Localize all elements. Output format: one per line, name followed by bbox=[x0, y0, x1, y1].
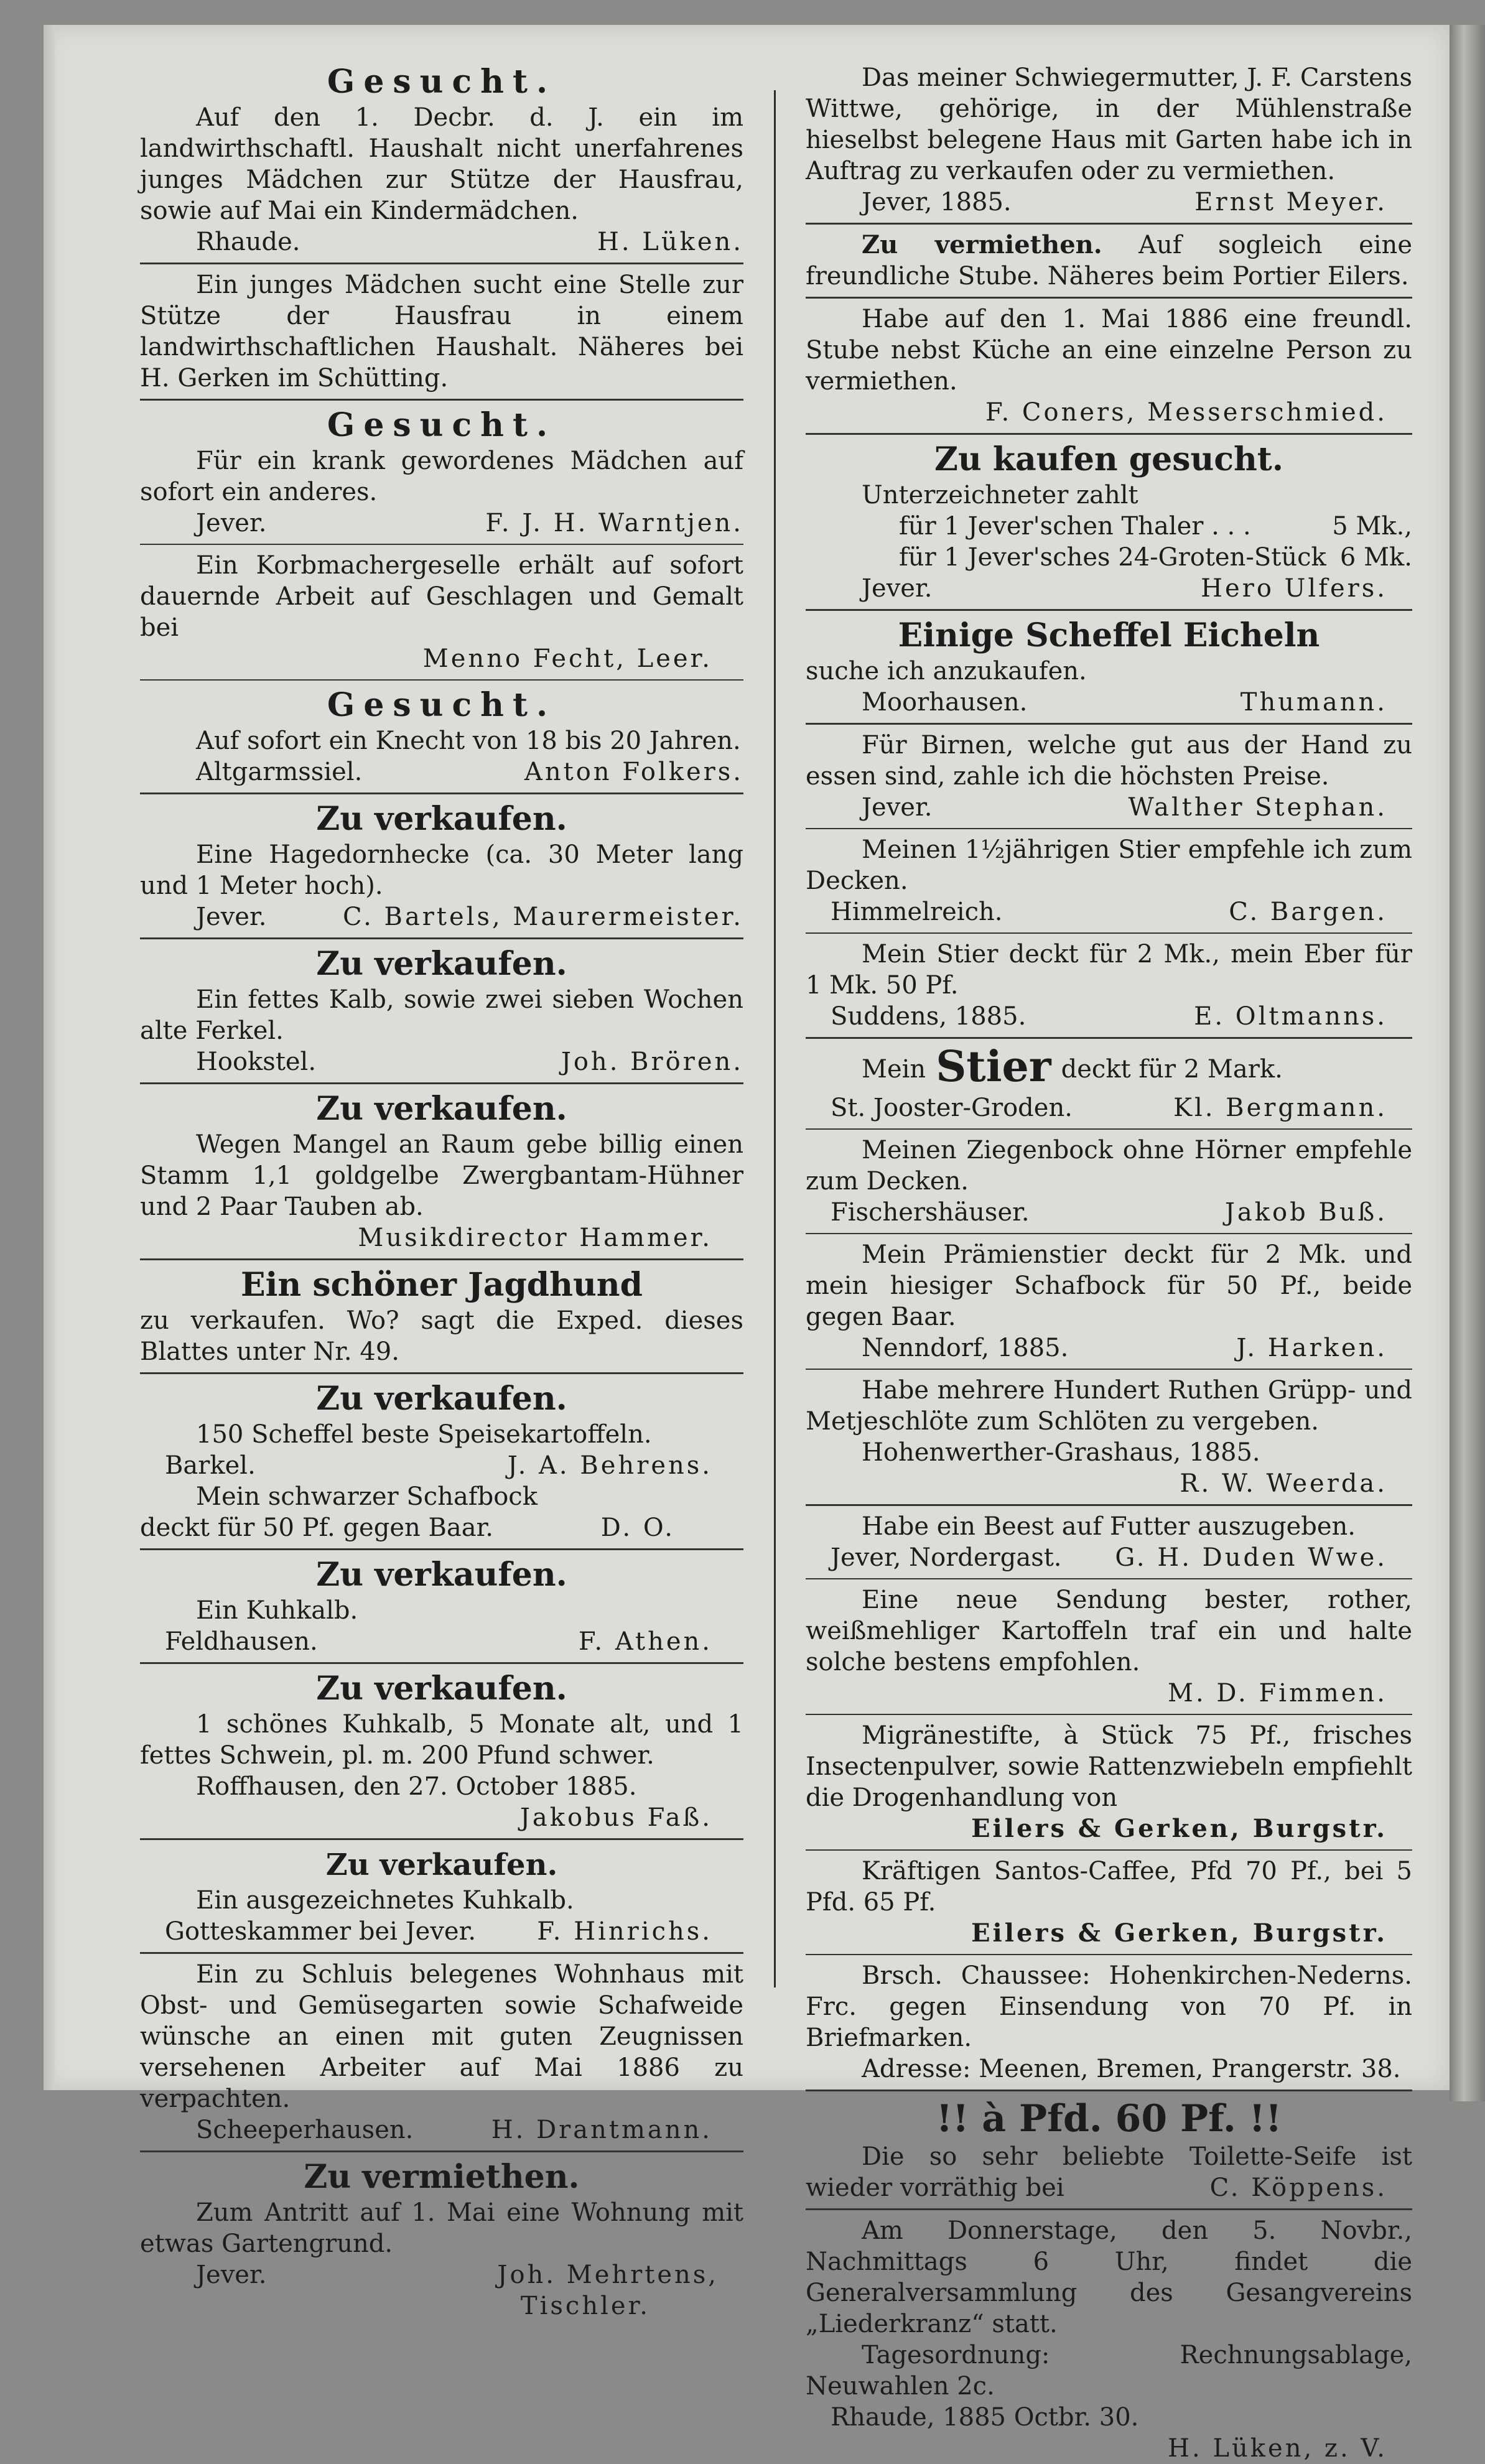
ad-praemienstier bbox=[806, 1239, 1412, 1364]
divider bbox=[140, 263, 743, 264]
ad-text: 150 Scheffel beste Speisekartoffeln. bbox=[196, 1420, 652, 1449]
ad-text: Auf sofort ein Knecht von 18 bis 20 Jahren. bbox=[196, 727, 741, 755]
ad-text: Migränestifte, à Stück 75 Pf., frisches Insectenpulver, sowie Rattenzwiebeln empfiehlt die Drogenhandlung von bbox=[806, 1721, 1412, 1812]
ad-chaussee bbox=[806, 1960, 1412, 2085]
ad-signature: H. Lüken, z. V. bbox=[1168, 2434, 1387, 2463]
divider bbox=[806, 2090, 1412, 2091]
ad-place: Feldhausen. bbox=[165, 1627, 318, 1656]
price-row bbox=[806, 542, 1412, 573]
divider bbox=[140, 544, 743, 545]
divider bbox=[140, 1952, 743, 1954]
ad-place: Rhaude. bbox=[196, 228, 300, 256]
ad-text: Auf sogleich eine freundliche Stube. Näheres beim Portier Eilers. bbox=[806, 231, 1412, 291]
ad-title: Zu verkaufen. bbox=[325, 1848, 558, 1882]
ad-signature: Walther Stephan. bbox=[1128, 793, 1387, 822]
ad-title: Ein schöner Jagdhund bbox=[241, 1266, 643, 1304]
ad-signature: F. Coners, Messerschmied. bbox=[985, 398, 1387, 427]
ad-signature: Ernst Meyer. bbox=[1194, 188, 1387, 216]
ad-signature: J. Harken. bbox=[1236, 1334, 1387, 1362]
ad-text: Ein Kuhkalb. bbox=[196, 1596, 358, 1625]
ad-signature: Eilers & Gerken, Burgstr. bbox=[971, 1814, 1387, 1843]
ad-verkaufen-2 bbox=[140, 944, 743, 1077]
divider bbox=[806, 1233, 1412, 1234]
ad-grueppen bbox=[806, 1375, 1412, 1499]
ad-place: Jever. bbox=[862, 574, 933, 603]
ad-title: Zu kaufen gesucht. bbox=[934, 440, 1283, 478]
ad-signature: M. D. Fimmen. bbox=[1167, 1679, 1387, 1708]
ad-place: Jever. bbox=[196, 903, 267, 931]
divider bbox=[140, 793, 743, 794]
ad-signature: F. Hinrichs. bbox=[537, 1917, 712, 1946]
ad-signature: H. Lüken. bbox=[597, 228, 743, 256]
ad-verkaufen-1 bbox=[140, 799, 743, 932]
ad-signature: Hero Ulfers. bbox=[1201, 574, 1387, 603]
ad-verkaufen-7 bbox=[140, 1845, 743, 1947]
ad-text-post: deckt für 2 Mark. bbox=[1061, 1055, 1283, 1084]
divider bbox=[140, 1258, 743, 1260]
ad-text: Für Birnen, welche gut aus der Hand zu essen sind, zahle ich die höchsten Preise. bbox=[806, 731, 1412, 791]
ad-text: Zum Antritt auf 1. Mai eine Wohnung mit etwas Gartengrund. bbox=[140, 2198, 743, 2258]
ad-gesucht-2 bbox=[140, 406, 743, 539]
ad-text: Habe mehrere Hundert Ruthen Grüpp- und Metjeschlöte zum Schlöten zu vergeben. bbox=[806, 1376, 1412, 1436]
price-label: für 1 Jever'schen Thaler . . . bbox=[899, 512, 1251, 541]
ad-kaufen-gesucht bbox=[806, 440, 1412, 604]
ad-signature: Jakobus Faß. bbox=[519, 1803, 712, 1832]
ad-signature: Musikdirector Hammer. bbox=[358, 1224, 712, 1252]
ad-signature: E. Oltmanns. bbox=[1194, 1002, 1387, 1031]
ad-signature: F. J. H. Warntjen. bbox=[485, 509, 743, 537]
ad-text: Habe auf den 1. Mai 1886 eine freundl. Stube nebst Küche an eine einzelne Person zu vermiethen. bbox=[806, 305, 1412, 396]
divider bbox=[140, 1838, 743, 1840]
ad-jagdhund bbox=[140, 1265, 743, 1367]
ad-schafbock bbox=[140, 1481, 743, 1543]
divider bbox=[806, 297, 1412, 299]
ad-title: Gesucht. bbox=[327, 63, 557, 101]
ad-drogen bbox=[806, 1720, 1412, 1844]
ad-text: Mein Stier deckt für 2 Mk., mein Eber für 1 Mk. 50 Pf. bbox=[806, 940, 1412, 1000]
ad-signature: C. Bartels, Maurermeister. bbox=[342, 903, 743, 931]
ad-title: Zu verkaufen. bbox=[316, 1090, 567, 1128]
ad-place: Suddens, 1885. bbox=[831, 1002, 1026, 1031]
page-edge-right bbox=[1450, 25, 1485, 2101]
ad-place: St. Jooster-Groden. bbox=[831, 1094, 1073, 1122]
ad-agenda: Tagesordnung: Rechnungsablage, Neuwahlen 2c. bbox=[806, 2341, 1412, 2401]
ad-place: Jever. bbox=[196, 509, 267, 537]
ad-signature: J. A. Behrens. bbox=[507, 1451, 712, 1480]
ad-text: Meinen Ziegenbock ohne Hörner empfehle zum Decken. bbox=[806, 1136, 1412, 1196]
ad-caffee bbox=[806, 1856, 1412, 1949]
ad-stier-2 bbox=[806, 1044, 1412, 1123]
ad-text: Ein junges Mädchen sucht eine Stelle zur Stütze der Hausfrau in einem landwirthschaftlichen Haushalt. Näheres bei H. Gerken im Schütting. bbox=[140, 271, 743, 393]
ad-signature: C. Bargen. bbox=[1229, 898, 1387, 926]
ad-text: Ein ausgezeichnetes Kuhkalb. bbox=[196, 1886, 574, 1915]
ad-title: Zu verkaufen. bbox=[316, 1556, 567, 1594]
ad-text: 1 schönes Kuhkalb, 5 Monate alt, und 1 fettes Schwein, pl. m. 200 Pfund schwer. bbox=[140, 1710, 743, 1770]
ad-ziegenbock bbox=[806, 1135, 1412, 1228]
ad-text: Mein Prämienstier deckt für 2 Mk. und mein hiesiger Schafbock für 50 Pf., beide gegen Baar. bbox=[806, 1240, 1412, 1331]
ad-text: Eine neue Sendung bester, rother, weißmehliger Kartoffeln traf ein und halte solche bestens empfohlen. bbox=[806, 1586, 1412, 1676]
divider bbox=[140, 1548, 743, 1550]
ad-verkaufen-3 bbox=[140, 1089, 743, 1253]
ad-wohnhaus bbox=[140, 1959, 743, 2146]
ad-title: Zu verkaufen. bbox=[316, 945, 567, 983]
divider bbox=[806, 609, 1412, 611]
divider bbox=[140, 1372, 743, 1374]
ad-stube bbox=[806, 230, 1412, 292]
ad-title: Stier bbox=[936, 1042, 1051, 1092]
ad-signature: G. H. Duden Wwe. bbox=[1115, 1543, 1387, 1572]
ad-verkaufen-6 bbox=[140, 1669, 743, 1833]
ad-title: Zu verkaufen. bbox=[316, 1670, 567, 1708]
ad-text: Für ein krank gewordenes Mädchen auf sofort ein anderes. bbox=[140, 447, 743, 506]
ad-signature: Kl. Bergmann. bbox=[1173, 1094, 1387, 1122]
divider bbox=[140, 399, 743, 401]
ad-text: Habe ein Beest auf Futter auszugeben. bbox=[862, 1512, 1356, 1541]
ad-eicheln bbox=[806, 616, 1412, 718]
ad-title: Gesucht. bbox=[327, 686, 557, 724]
left-column bbox=[140, 62, 743, 2322]
ad-intro: Unterzeichneter zahlt bbox=[862, 481, 1138, 509]
ad-kartoffeln bbox=[806, 1584, 1412, 1709]
ad-place: Jever. bbox=[862, 793, 933, 822]
divider bbox=[806, 1849, 1412, 1851]
ad-text: Mein schwarzer Schafbock deckt für 50 Pf. gegen Baar. bbox=[140, 1482, 538, 1542]
ad-place: Barkel. bbox=[165, 1451, 256, 1480]
ad-text: Die so sehr beliebte Toilette-Seife ist wieder vorräthig bei bbox=[806, 2142, 1412, 2202]
ad-haus-verkauf bbox=[806, 62, 1412, 218]
ad-text: Brsch. Chaussee: Hohenkirchen-Nederns. Frc. gegen Einsendung von 70 Pf. in Briefmarken. bbox=[806, 1961, 1412, 2052]
ad-place: Altgarmssiel. bbox=[196, 758, 363, 786]
ad-liederkranz bbox=[806, 2215, 1412, 2464]
divider bbox=[806, 1037, 1412, 1039]
ad-place: Jever, Nordergast. bbox=[831, 1543, 1062, 1572]
divider bbox=[806, 1504, 1412, 1506]
ad-signature: Joh. Brören. bbox=[561, 1048, 743, 1076]
ad-date: Roffhausen, den 27. October 1885. bbox=[196, 1772, 637, 1801]
ad-korbmacher bbox=[140, 550, 743, 674]
ad-lead: Zu vermiethen. bbox=[862, 230, 1102, 259]
divider bbox=[140, 937, 743, 939]
divider bbox=[806, 223, 1412, 225]
ad-title: Zu verkaufen. bbox=[316, 800, 567, 838]
ad-date: Rhaude, 1885 Octbr. 30. bbox=[831, 2403, 1139, 2432]
divider bbox=[806, 433, 1412, 435]
divider bbox=[806, 2208, 1412, 2210]
ad-verkaufen-4 bbox=[140, 1379, 743, 1481]
ad-text: Ein Korbmachergeselle erhält auf sofort dauernde Arbeit auf Geschlagen und Gemalt bei bbox=[140, 551, 743, 642]
ad-signature: Jakob Buß. bbox=[1224, 1198, 1387, 1227]
ad-signature: Thumann. bbox=[1240, 688, 1387, 717]
ad-place: Fischershäuser. bbox=[831, 1198, 1030, 1227]
ad-date: Hohenwerther-Grashaus, 1885. bbox=[862, 1438, 1260, 1467]
ad-text: suche ich anzukaufen. bbox=[806, 657, 1087, 686]
ad-text: Das meiner Schwiegermutter, J. F. Carstens Wittwe, gehörige, in der Mühlenstraße hieselbst belegene Haus mit Garten habe ich in Auftrag zu verkaufen oder zu vermiethen. bbox=[806, 63, 1412, 185]
ad-signature-title: Tischler. bbox=[520, 2292, 650, 2320]
ad-signature: C. Köppens. bbox=[1209, 2173, 1387, 2202]
ad-text: Wegen Mangel an Raum gebe billig einen Stamm 1,1 goldgelbe Zwergbantam-Hühner und 2 Paar Tauben ab. bbox=[140, 1130, 743, 1221]
ad-place: Gotteskammer bei Jever. bbox=[165, 1917, 477, 1946]
ad-address: Adresse: Meenen, Bremen, Prangerstr. 38. bbox=[862, 2055, 1401, 2083]
ad-place: Himmelreich. bbox=[831, 898, 1003, 926]
ad-seife bbox=[806, 2096, 1412, 2203]
ad-text-pre: Mein bbox=[862, 1055, 926, 1084]
ad-place: Scheeperhausen. bbox=[196, 2116, 414, 2144]
ad-signature: Eilers & Gerken, Burgstr. bbox=[971, 1918, 1387, 1948]
price-value: 6 Mk. bbox=[1339, 543, 1412, 572]
ad-stellengesuch bbox=[140, 269, 743, 394]
ad-vermiethen-1 bbox=[140, 2157, 743, 2322]
divider bbox=[140, 1082, 743, 1084]
price-value: 5 Mk., bbox=[1332, 512, 1412, 541]
divider bbox=[806, 828, 1412, 829]
ad-title: !! à Pfd. 60 Pf. !! bbox=[936, 2097, 1282, 2141]
ad-signature: R. W. Weerda. bbox=[1180, 1469, 1387, 1498]
ad-stube-kueche bbox=[806, 304, 1412, 428]
ad-signature: H. Drantmann. bbox=[491, 2116, 712, 2144]
ad-text: Meinen 1½jährigen Stier empfehle ich zum Decken. bbox=[806, 835, 1412, 895]
ad-title: Gesucht. bbox=[327, 406, 557, 444]
column-divider bbox=[774, 90, 776, 1987]
ad-signature: D. O. bbox=[600, 1513, 675, 1542]
ad-text: Auf den 1. Decbr. d. J. ein im landwirthschaftl. Haushalt nicht unerfahrenes junges Mädchen zur Stütze der Hausfrau, sowie auf Mai ein Kindermädchen. bbox=[140, 103, 743, 225]
ad-text: Ein fettes Kalb, sowie zwei sieben Wochen alte Ferkel. bbox=[140, 985, 743, 1045]
ad-signature: Anton Folkers. bbox=[524, 758, 743, 786]
ad-title: Zu verkaufen. bbox=[316, 1380, 567, 1418]
divider bbox=[806, 1369, 1412, 1370]
divider bbox=[140, 1662, 743, 1664]
ad-text: Eine Hagedornhecke (ca. 30 Meter lang und 1 Meter hoch). bbox=[140, 840, 743, 900]
price-row bbox=[806, 511, 1412, 542]
divider bbox=[806, 723, 1412, 725]
divider bbox=[806, 1954, 1412, 1955]
ad-gesucht-3 bbox=[140, 686, 743, 788]
divider bbox=[806, 1714, 1412, 1715]
ad-title: Einige Scheffel Eicheln bbox=[898, 616, 1320, 654]
ad-signature: Joh. Mehrtens, bbox=[497, 2261, 719, 2289]
ad-verkaufen-5 bbox=[140, 1555, 743, 1657]
ad-birnen bbox=[806, 730, 1412, 823]
ad-title: Zu vermiethen. bbox=[304, 2158, 580, 2196]
ad-text: zu verkaufen. Wo? sagt die Exped. dieses Blattes unter Nr. 49. bbox=[140, 1306, 743, 1366]
divider bbox=[806, 1128, 1412, 1130]
ad-place: Jever, 1885. bbox=[862, 188, 1012, 216]
ad-stier-eber bbox=[806, 939, 1412, 1032]
ad-signature: Menno Fecht, Leer. bbox=[422, 644, 712, 673]
right-column bbox=[806, 62, 1412, 2464]
ad-signature: F. Athen. bbox=[578, 1627, 712, 1656]
ad-gesucht-1 bbox=[140, 62, 743, 258]
ad-place: Hookstel. bbox=[196, 1048, 317, 1076]
divider bbox=[806, 932, 1412, 934]
ad-place: Jever. bbox=[196, 2261, 267, 2289]
ad-beest bbox=[806, 1511, 1412, 1573]
divider bbox=[806, 1578, 1412, 1579]
divider bbox=[140, 2150, 743, 2152]
ad-stier-1 bbox=[806, 834, 1412, 927]
price-label: für 1 Jever'sches 24-Groten-Stück bbox=[899, 543, 1326, 572]
ad-text: Ein zu Schluis belegenes Wohnhaus mit Obst- und Gemüsegarten sowie Schafweide wünsche an einen mit guten Zeugnissen versehenen Arbeiter auf Mai 1886 zu verpachten. bbox=[140, 1960, 743, 2113]
divider bbox=[140, 679, 743, 681]
ad-text: Am Donnerstage, den 5. Novbr., Nachmittags 6 Uhr, findet die Generalversammlung des Gesangvereins „Liederkranz“ statt. bbox=[806, 2216, 1412, 2338]
page-edge-left bbox=[44, 25, 55, 2090]
ad-place: Moorhausen. bbox=[862, 688, 1028, 717]
ad-text: Kräftigen Santos-Caffee, Pfd 70 Pf., bei 5 Pfd. 65 Pf. bbox=[806, 1857, 1412, 1917]
ad-place: Nenndorf, 1885. bbox=[862, 1334, 1069, 1362]
